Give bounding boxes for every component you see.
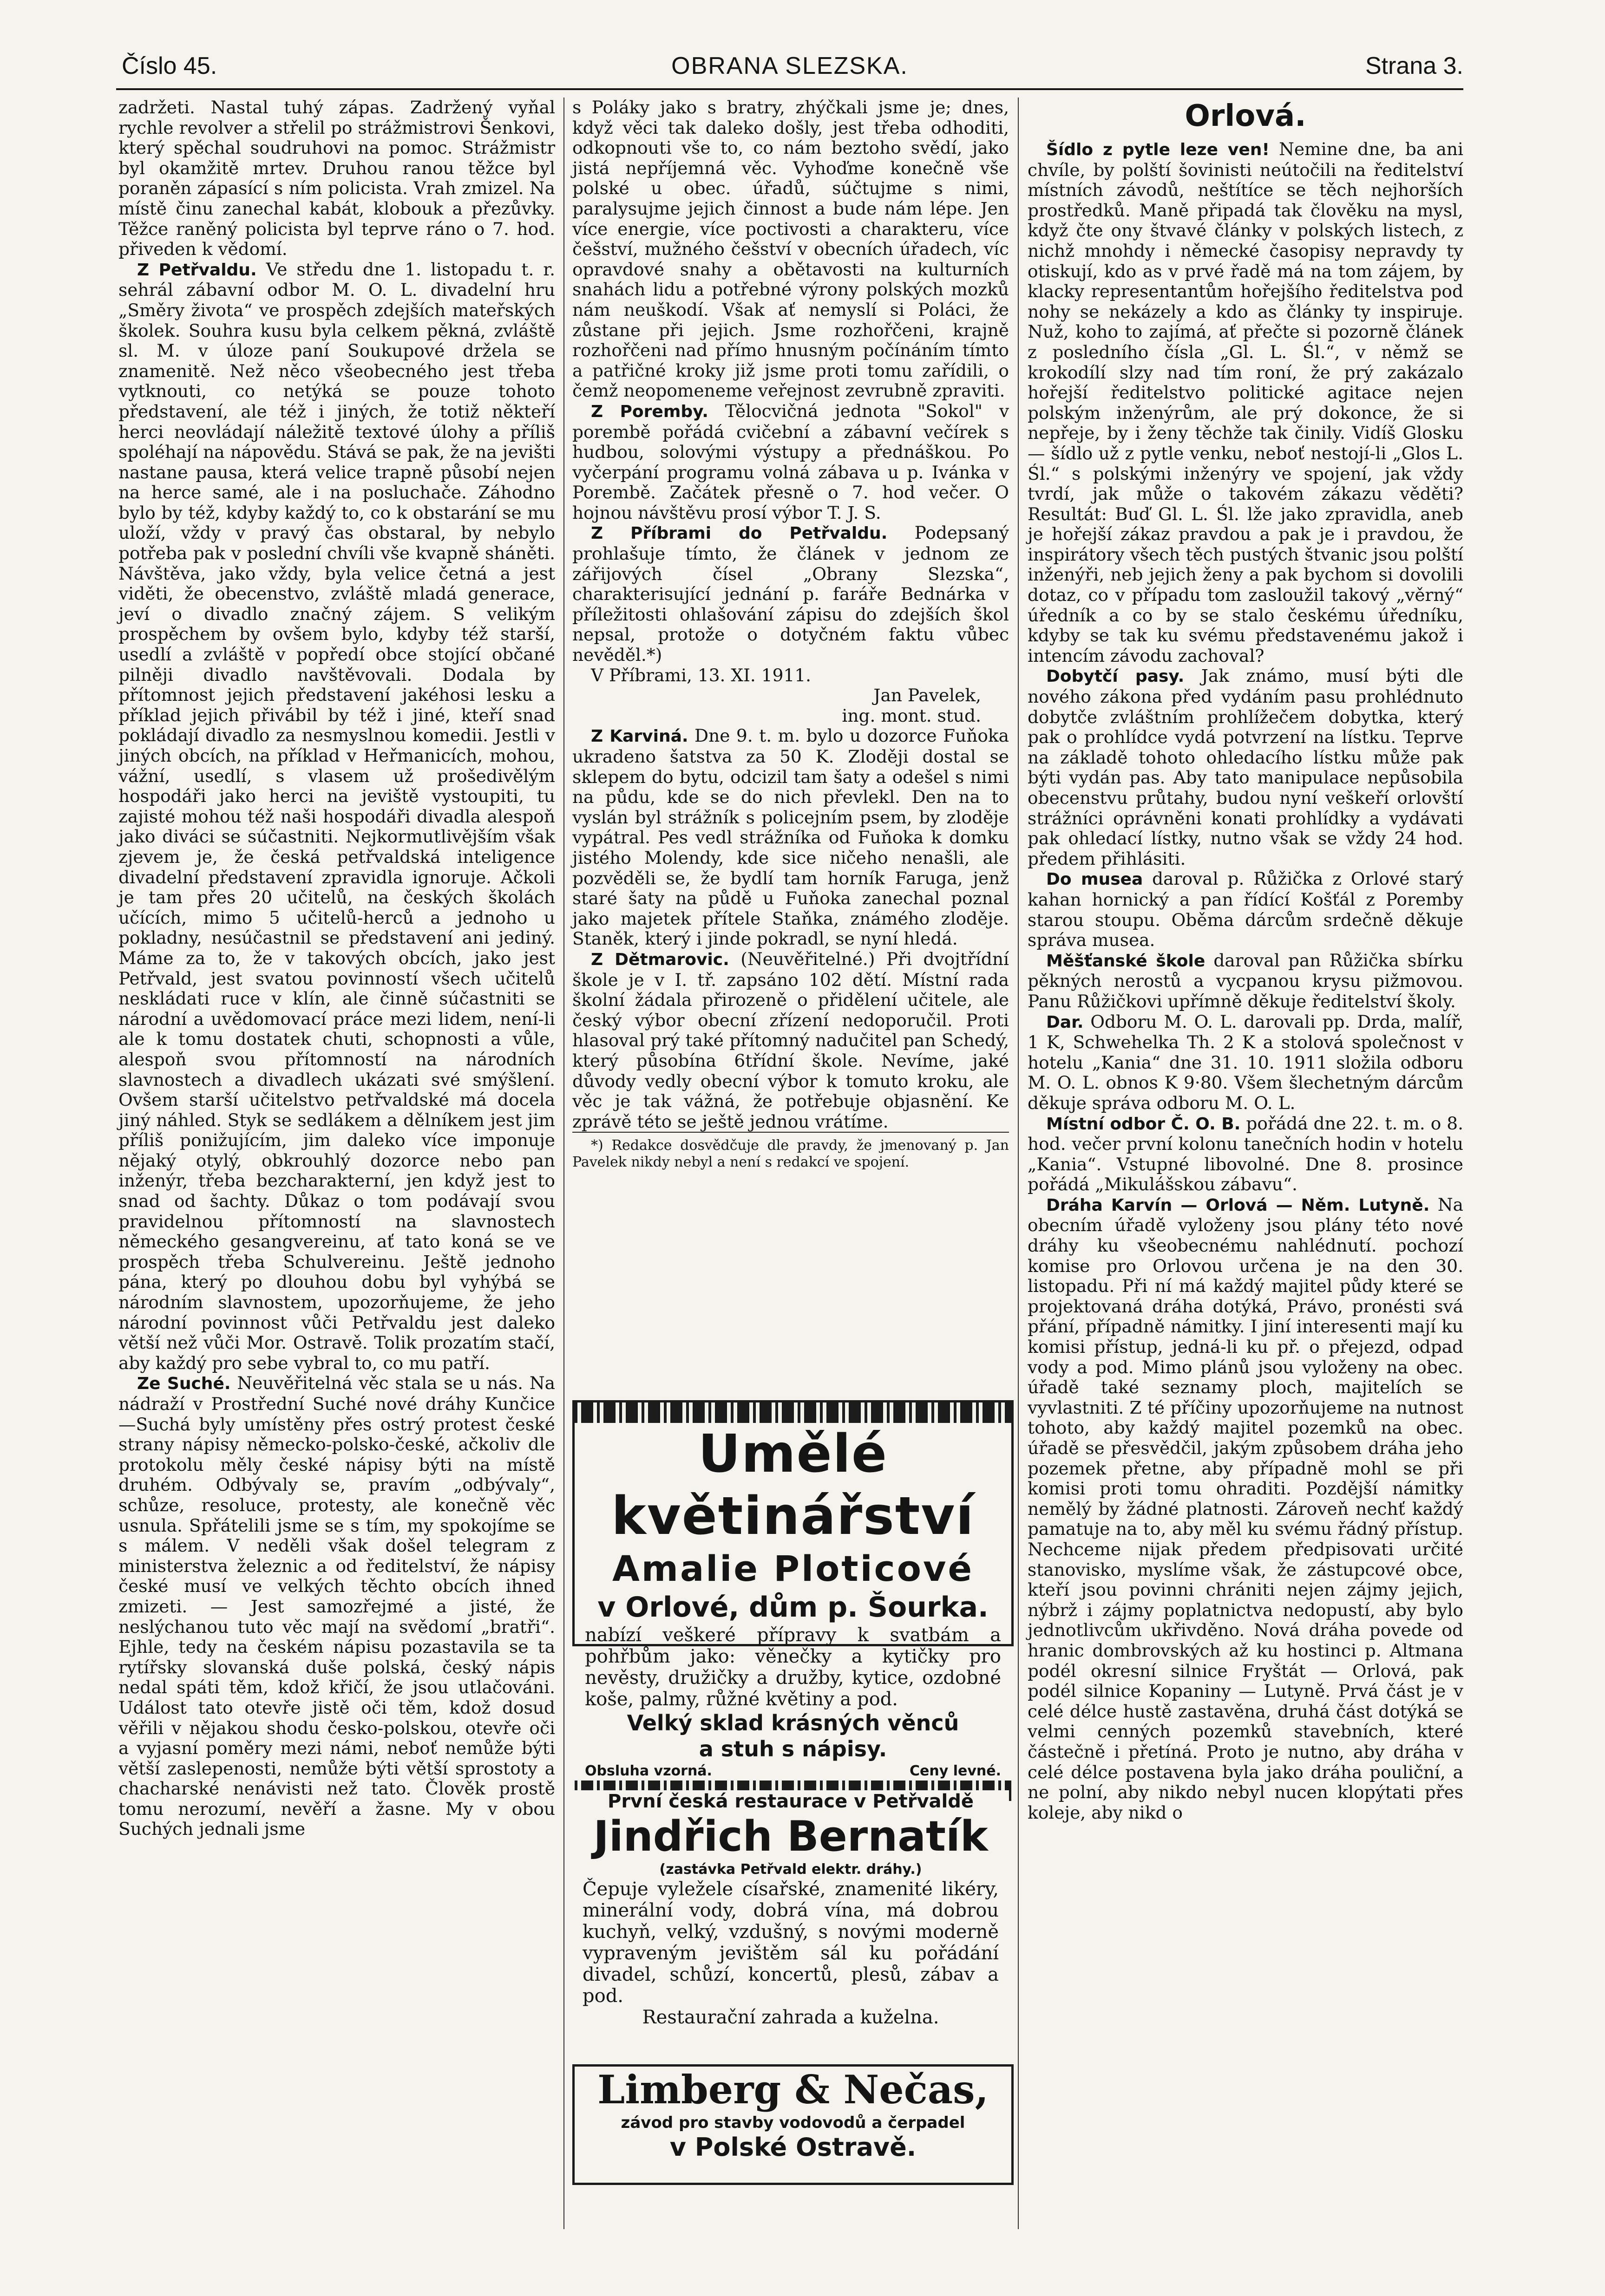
ad-name: Amalie Ploticové — [612, 1548, 974, 1589]
article-title: Z Dětmarovic. — [591, 950, 729, 969]
article-title: Do musea — [1046, 870, 1143, 889]
ad-service: Obsluha vzorná. — [585, 1763, 712, 1779]
signature-title: ing. mont. stud. — [842, 705, 981, 726]
article-text: Ve středu dne 1. listopadu t. r. sehrál zábavní odbor M. O. L. divadelní hru „Směry života“ ve prospěch zdejších mateřských školek. Souhra kusu byla celkem pěkná, zvláště sl. M. v úloze paní Soukupové držela se znamenitě. Než něco všeobecného jest třeba vytknouti, co netýká se pouze tohoto představení, ale též i jiných, že totiž někteří herci neovládají náležitě textové úlohy a příliš spoléhají na nápovědu. Stává se pak, že na jevišti nastane pausa, která velice trapně působí nejen na herce samé, ale i na posluchače. Záhodno bylo by též, kdyby každý to, co k obstarání se mu uloží, vždy v pravý čas obstaral, by nebylo potřeba pak v poslední chvíli vše kvapně sháněti. Návštěva, jako vždy, byla velice četná a jest viděti, že obecenstvo, zvláště mladá generace, jeví o divadlo značný zájem. S velikým prospěchem by ovšem bylo, kdyby též starší, usedlí a zvláště v popředí obce stojící občané pilněji divadlo navštěvovali. Dodala by přítomnost jejich představení jakéhosi lesku a příklad jejich přivábil by též i jiné, kteří snad pokládají divadlo za nesmyslnou komedii. Jestli v jiných obcích, na příklad v Heřmanicích, mohou, vážní, usedlí, s vlasem už prošedivělým hospodáři jako herci na jeviště vystoupiti, tu zajisté mohou též naši hospodáři divadla alespoň jako diváci se súčastniti. Nejkormutlivějším však zjevem je, že česká petřvaldská inteligence divadelní představení zpravidla ignoruje. Ačkoli je tam přes 20 učitelů, na českých školách učících, mimo 5 učitelů-herců a jednoho u pokladny, nesúčastnil se představení ani jediný. Máme za to, že v takových obcích, jako jest Petřvald, jest svatou povinností všech učitelů neskládati ruce v klín, ale činně súčastniti se národní a uvědomovací práce mezi lidem, není-li ale k tomu dostatek chuti, schopnosti a vůle, alespoň svou přítomností na národních slavnostech a divadlech ukázati své smýšlení. Ovšem starší učitelstvo petřvaldské má docela jiný náhled. Styk se sedlákem a dělníkem jest jim příliš ponižujícím, jim daleko více imponuje nějaký otylý, obkrouhlý dozorce nebo pan inženýr, třeba bezcharakterní, jen když jest to snad od šachty. Důkaz o tom podávají svou pravidelnou přítomností na slavnostech německého gesangvereinu, ať tato koná se ve prospěch třeba Schulvereinu. Ještě jednoho pána, který po dlouhou dobu byl vyhýbá se národním slavnostem, upozorňujeme, že jeho národní povinnost vůči Petřvaldu jest daleko větší než vůči Mor. Ostravě. Tolik prozatím stačí, aby každý pro sebe vybral to, co mu patří. — [118, 259, 556, 1373]
column-2 — [572, 98, 1009, 1171]
article-text: Na obecním úřadě vyloženy jsou plány této nové dráhy ku všeobecnému nahlédnutí. pochozí komise pro Orlovou určena je na den 30. listopadu. Při ní má každý majitel půdy které se projektovaná dráha dotýká, Právo, pronésti svá přání, případně námitky. I jiní interesenti mají ku komisi přístup, jedná-li ku př. o přejezd, odpad vody a pod. Mimo plánů jsou vyloženy na obec. úřadě také seznamy ploch, majitelích se vyvlastniti. Z té příčiny upozorňujeme na nutnost tohoto, aby každý majitel pozemků na obec. úřadě se přesvědčil, jakým způsobem dráha jeho pozemek přetne, aby případně mohl se při komisi proti tomu ohraditi. Pozdější námitky nemělý by žádné platnosti. Zároveň nechť každý pamatuje na to, aby měl ku svému řádný přístup. Nechceme nijak předem předpisovati určité stanovisko, myslíme však, že zástupcové obce, kteří jsou povinni chrániti nejen zájmy jejich, nýbrž i zájmy poplatnictva nedopustí, aby bylo jednotlivcům ukřivděno. Nová dráha povede od hranic dombrovských až ku hostinci p. Altmana podél okresní silnice Fryštát — Orlová, pak podél silnice Kopaniny — Lutyně. Prvá část je v celé délce hustě zastavěna, druhá část dotýká se velmi cenných pozemků stavebních, které částečně i přetíná. Proto je nutno, aby dráha v celé délce postavena byla jako dráha pouliční, a ne polní, aby nikdo nebyl nucen klopýtati přes koleje, aby nikd o — [1028, 1194, 1463, 1823]
ad-title: Umělé květinářství — [611, 1424, 975, 1546]
ad-text: Čepuje vyležele císařské, znamenité likéry, minerální vody, dobrá vína, má dobrou kuchyň, velký, vzdušný, s novými moderně vypraveným jevištěm sál ku pořádání divadel, schůzí, koncertů, plesů, zábav a pod. — [583, 1879, 999, 2007]
article-text: (Neuvěřitelné.) Při dvojtřídní škole je v I. tř. zapsáno 102 dětí. Místní rada školní žádala přirozeně o přidělení učitele, ale český výbor obecní zřízení nedoporučil. Proti hlasoval prý také přítomný nadučitel pan Schedý, který působína 6třídní škole. Nevíme, jaké důvody vedly obecní výbor k tomuto kroku, ale věc je tak vážná, že potřebuje objasnění. Ke zprávě této se ještě jednou vrátíme. — [572, 948, 1009, 1132]
article-title: Měšťanské škole — [1046, 951, 1205, 971]
article-paragraph — [118, 1373, 555, 1839]
article-paragraph — [572, 726, 1009, 949]
article-paragraph — [118, 260, 555, 1374]
footnote: *) Redakce dosvědčuje dle pravdy, že jmenovaný p. Jan Pavelek nikdy nebyl a není s redakcí ve spojení. — [572, 1132, 1009, 1171]
column-1 — [118, 98, 555, 1839]
column-3 — [1028, 98, 1463, 1823]
article-paragraph — [572, 401, 1009, 523]
article-text: Podepsaný prohlašuje tímto, že článek v jednom ze zářijových čísel „Obrany Slezska“, charakterisující jednání p. faráře Bednárka v příležitosti ohlašování zápisu do zdejších škol nepsal, protože o dotyčném faktu vůbec nevěděl.*) — [572, 522, 1009, 665]
article-title: Ze Suché. — [137, 1374, 231, 1394]
article-title: Z Karviná. — [591, 727, 688, 746]
ad-name: Jindřich Bernatík — [593, 1812, 988, 1861]
ad-subtitle: závod pro stavby vodovodů a čerpadel — [621, 2113, 965, 2132]
article-title: Dráha Karvín — Orlová — Něm. Lutyně. — [1046, 1195, 1430, 1215]
article-paragraph — [1028, 1012, 1463, 1114]
article-text: pořádá dne 22. t. m. o 8. hod. večer první kolonu tanečních hodin v hotelu „Kania“. Vstupné libovolné. Dne 8. prosince pořádá „Mikulášskou zábavu“. — [1028, 1113, 1464, 1195]
issue-number: Číslo 45. — [122, 52, 217, 79]
ad-highlight: Velký sklad krásných věnců — [627, 1710, 959, 1735]
ad-place: v Orlové, dům p. Šourka. — [597, 1591, 989, 1624]
article-paragraph — [1028, 1114, 1463, 1195]
article-paragraph — [1028, 869, 1463, 950]
article-text: Jak známo, musí býti dle nového zákona před vydáním pasu prohlédnuto dobytče zvláštním prohlížečem dobytka, který pak o prohlídce vydá potvrzení na lístku. Teprve na základě tohoto ohledacího lístku může pak býti vydán pas. Aby tato manipulace nepůsobila obecenstvu průtahy, budou nyní veškeří orlovští strážníci oprávněni konati prohlídky a vydávati pak ohledací lístky, nutno však se vždy 24 hod. předem přihlásiti. — [1028, 665, 1464, 869]
article-title: Dar. — [1046, 1012, 1084, 1032]
newspaper-title: OBRANA SLEZSKA. — [671, 52, 908, 79]
column-divider-2 — [1018, 98, 1019, 2229]
ad-footer: Restaurační zahrada a kuželna. — [642, 2007, 939, 2028]
article-title: Dobytčí pasy. — [1046, 667, 1185, 686]
article-paragraph — [1028, 666, 1463, 869]
ad-prices: Ceny levné. — [909, 1763, 1001, 1779]
ad-florist — [572, 1400, 1014, 1779]
article-paragraph — [572, 523, 1009, 665]
ad-place: v Polské Ostravě. — [669, 2133, 917, 2162]
column-divider-1 — [563, 98, 564, 2229]
ad-border — [575, 1402, 1011, 1423]
ad-restaurant — [572, 1790, 1009, 2032]
article-text: Tělocvičná jednota "Sokol" v porembě pořádá cvičební a zábavní večírek s hudbou, solovými výstupy a přednáškou. Po vyčerpání programu volná zábava u p. Ivánka v Porembě. Začátek přesně o 7. hod večer. O hojnou návštěvu prosí výbor T. J. S. — [572, 400, 1009, 523]
article-text: Neuvěřitelná věc stala se u nás. Na nádraží v Prostřední Suché nové dráhy Kunčice—Suchá byly umístěny přes ostrý protest české strany nápisy německo-polsko-české, ačkoliv dle protokolu měly české nápisy býti na místě druhém. Odbývaly se, pravím „odbývaly“, schůze, resoluce, protesty, ale konečně věc usnula. Spřátelili jsme se s tím, my spokojíme se s málem. V neděli však došel telegram z ministerstva železnic a od ředitelství, že nápisy české musí ve velkých těchto obcích ihned zmizeti. — Jest samozřejmé a jisté, že neslýchanou tuto věc mají na svědomí „bratři“. Ejhle, tedy na českém nápisu pozastavila se ta rytířsky slovanská duše polská, český nápis nedal spáti těm, kdož křičí, že jsou utlačováni. Událost tato otevře jistě oči těm, kdož dosud věřili v nějakou shodu česko-polskou, otevře oči a vyjasní poměry mezi námi, neboť nemůže býti větší zaslepenosti, nemůže býti větší sprostoty a chacharské nenávisti než tato. Člověk prostě tomu nerozumí, nevěří a žasne. My v obou Suchých jednali jsme — [118, 1373, 556, 1839]
header-rule — [116, 88, 1463, 90]
ad-text: nabízí veškeré přípravy k svatbám a pohřbům jako: věnečky a kytičky pro nevěsty, družičky a družby, kytice, ozdobné koše, palmy, růžné květiny a pod. — [585, 1624, 1001, 1710]
ad-firm-name: Limberg & Nečas, — [597, 2067, 989, 2113]
ad-limberg — [572, 2064, 1014, 2185]
article-title: Z Příbrami do Petřvaldu. — [591, 524, 888, 543]
article-text: daroval p. Růžička z Orlové starý kahan hornický a pan řídící Košťál z Poremby starou stoupu. Oběma dárcům srdečně děkuje správa musea. — [1028, 868, 1463, 951]
article-paragraph — [1028, 1195, 1463, 1823]
ad-subtitle: (zastávka Petřvald elektr. dráhy.) — [659, 1861, 922, 1878]
article-title: Místní odbor Č. O. B. — [1046, 1114, 1241, 1134]
page-header — [116, 52, 1463, 94]
signature: Jan Pavelek, — [873, 685, 981, 706]
article-paragraph: s Poláky jako s bratry, zhýčkali jsme je; dnes, když věci tak daleko došly, jest třeba odhoditi, odkopnouti vše to, co nám beztoho svědí, jako jistá nepříjemná věc. Vyhoďme konečně vše polské u obec. úřadů, súčtujme s nimi, paralysujme jejich činnost a bude nám lépe. Jen více energie, více poctivosti a charakteru, více češství, mužného češství v obecních úřadech, víc opravdové snahy a obětavosti na kulturních snahách lidu a potřebné výrony polských mozků nám neuškodí. Však ať nemyslí si Poláci, že zůstane při jejich. Jsme rozhořčeni, krajně rozhořčeni nad přímo hnusným počínáním tímto a patřičné kroky již jsme proti tomu zařídili, o čemž neopomeneme veřejnost zevrubně zpraviti. — [572, 97, 1009, 401]
page-number: Strana 3. — [1365, 52, 1463, 79]
ad-heading: První česká restaurace v Petřvaldě — [608, 1791, 974, 1812]
article-paragraph: zadržeti. Nastal tuhý zápas. Zadržený vyňal rychle revolver a střelil po strážmistrovi Šenkovi, který spěchal soudruhovi na pomoc. Strážmistr byl okamžitě mrtev. Druhou ranou těžce byl poraněn zápasící s ním policista. Vrah zmizel. Na místě činu zanechal kabát, klobouk a přezůvky. Těžce raněný policista byl teprve ráno o 7. hod. přiveden k vědomí. — [118, 97, 555, 260]
article-text: Odboru M. O. L. darovali pp. Drda, malíř, 1 K, Schwehelka Th. 2 K a stolová společnost v hotelu „Kania“ dne 31. 10. 1911 složila odboru M. O. L. obnos K 9·80. Všem šlechetným dárcům děkuje správa odboru M. O. L. — [1028, 1011, 1464, 1113]
article-title: Šídlo z pytle leze ven! — [1046, 140, 1270, 159]
article-title: Z Petřvaldu. — [137, 260, 257, 280]
dateline: V Příbrami, 13. XI. 1911. — [591, 665, 812, 685]
article-paragraph — [572, 949, 1009, 1132]
section-title: Orlová. — [1185, 99, 1306, 133]
article-title: Z Poremby. — [591, 402, 708, 421]
article-text: Dne 9. t. m. bylo u dozorce Fuňoka ukradeno šatstva za 50 K. Zloději dostal se sklepem do bytu, odcizil tam šaty a odešel s nimi na půdu, kde se do nich převlekl. Den na to vyslán byl strážník s policejním psem, by zloděje vypátral. Pes vedl strážníka od Fuňoka k domku jistého Molendy, kde sice ničeho nenašli, ale pozvěděli se, že bydlí tam horník Faruga, jenž staré šaty na půdě u Fuňoka zanechal poznal jako majetek přítele Staňka, známého zloděje. Staněk, který i jinde pokradl, se nyní hledá. — [572, 725, 1009, 949]
article-paragraph — [1028, 951, 1463, 1012]
article-text: Nemine dne, ba ani chvíle, by polští šovinisti neútočili na ředitelství místních závodů, neštítíce se těch nejhorších prostředků. Maně připadá tak člověku na mysl, když čte ony štvavé články v polských listech, z nichž mnohdy i německé časopisy nepravdy ty otiskují, kdo as v prvé řadě má na tom zájem, by klacky representantům hořejšího ředitelstva pod nohy se nekázely a kdo as články ty inspiruje. Nuž, koho to zajímá, ať přečte si pozorně článek z posledního čísla „Gl. L. Śl.“, v němž se krokodílí slzy nad tím roní, že prý zakázalo hořejší ředitelstvo politické agitace nejen polským inženýrům, ale prý dokonce, že si nepřeje, by i ženy těchže tak činily. Vidíš Glosku — šídlo už z pytle venku, neboť nestojí-li „Glos L. Śl.“ s polskými inženýry ve spojení, jak vždy tvrdí, jak může o takovém zákazu věděti? Resultát: Buď Gl. L. Śl. lže jako zpravidla, aneb je hořejší zákaz pravdou a pak je i pravdou, že inspirátory všech těch pustých štvanic jsou polští inženýři, neb jejich ženy a pak bychom si dovolili dotaz, co v případu tom zasloužil takový „věrný“ úředník a co by se stalo českému úředníku, kdyby se tak ku svému představenému jakož i intencím závodu zachoval? — [1028, 139, 1464, 666]
article-paragraph — [1028, 139, 1463, 666]
article-text: daroval pan Růžička sbírku pěkných nerostů a vycpanou krysu pižmovou. Panu Růžičkovi upřímně děkuje ředitelství školy. — [1028, 950, 1463, 1011]
ad-highlight: a stuh s nápisy. — [699, 1736, 887, 1761]
ad-footer — [575, 1762, 1011, 1781]
